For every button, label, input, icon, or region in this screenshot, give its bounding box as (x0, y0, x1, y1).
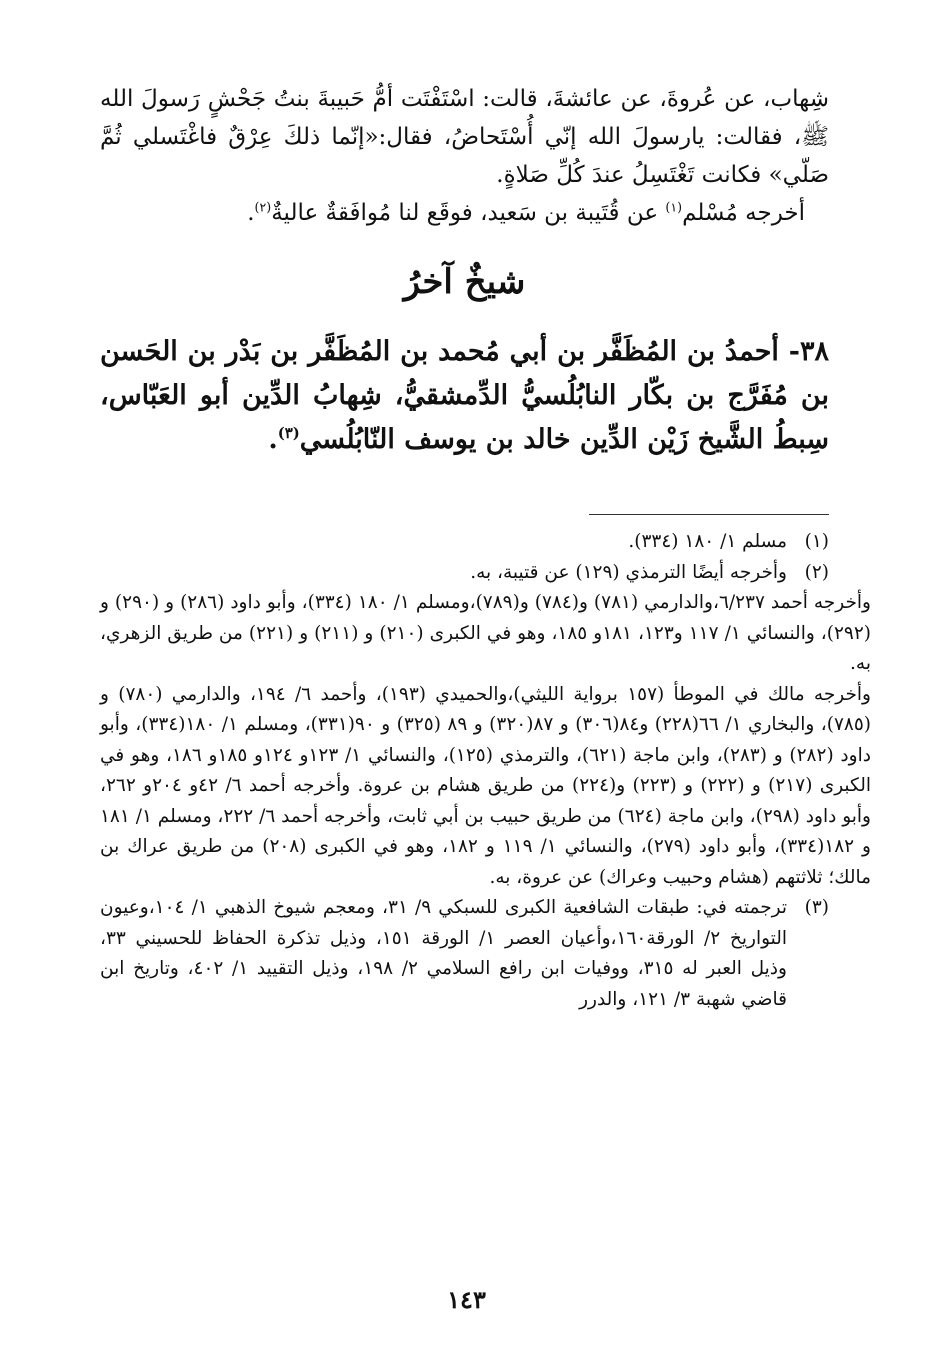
footnote-body (100, 893, 787, 1015)
narration-text: شِهاب، عن عُروةَ، عن عائشةَ، قالت: اسْتَفْتَت أمُّ حَبيبةَ بنتُ جَحْشٍ رَسولَ الله ﷺ، فقالت: يارسولَ الله إنّي أُسْتَحاضُ، فقال:«إنّما ذلكَ عِرْقٌ فاغْتَسلي ثُمَّ صَلّي» فكانت تَغْتَسِلُ عندَ كُلِّ صَلاةٍ. (100, 86, 829, 188)
footnote-ref-2[interactable]: (٢) (254, 199, 272, 215)
footnote-number: (٣) (804, 897, 829, 918)
footnote-number: (١) (804, 531, 829, 552)
footnote-body (100, 558, 787, 589)
takhrij-middle: عن قُتَيبة بن سَعيد، فوقَع لنا مُوافَقةٌ عاليةٌ (271, 200, 666, 226)
footnote-body (100, 527, 787, 558)
takhrij-end: . (247, 200, 255, 226)
footnote-paragraph: وأخرجه مالك في الموطأ (١٥٧ برواية الليثي)،والحميدي (١٩٣)، وأحمد ٦/ ١٩٤، والدارمي (٧٨٠) و (٧٨٥)، والبخاري ١/ ٦٦(٢٢٨) و٨٤(٣٠٦) و ٨٧(٣٢٠) و ٨٩ (٣٢٥) و ٩٠(٣٣١)، ومسلم ١/ ١٨٠(٣٣٤)، وأبو داود (٢٨٢) و (٢٨٣)، وابن ماجة (٦٢١)، والترمذي (١٢٥)، والنسائي ١/ ١٢٣و ١٢٤و ١٨٥و ١٨٦، وهو في الكبرى (٢١٧) و (٢٢٢) و (٢٢٣) و(٢٢٤) من طريق هشام بن عروة. وأخرجه أحمد ٦/ ٤٢و ٢٠٤و ٢٦٢، وأبو داود (٢٩٨)، وابن ماجة (٦٢٤) من طريق حبيب بن أبي ثابت، وأخرجه أحمد ٦/ ٢٢٢، ومسلم ١/ ١٨١ و ١٨٢(٣٣٤)، وأبو داود (٢٧٩)، والنسائي ١/ ١١٩ و ١٨٢، وهو في الكبرى (٢٠٨) من طريق عراك بن مالك؛ ثلاثتهم (هشام وحبيب وعراك) عن عروة، به. (100, 683, 871, 888)
footnotes (100, 527, 871, 1015)
entry-text: ٣٨- أحمدُ بن المُظَفَّر بن أبي مُحمد بن المُظَفَّر بن بَدْر بن الحَسن بن مُفَرَّج بن بكّار النابُلُسيُّ الدِّمشقيُّ، شِهابُ الدِّين أبو العَبّاس، سِبطُ الشَّيخ زَيْن الدِّين خالد بن يوسف النّابُلُسي (100, 336, 829, 455)
footnote-1 (100, 527, 829, 558)
footnote-paragraph: وأخرجه أحمد ٦/٢٣٧،والدارمي (٧٨١) و(٧٨٤) و(٧٨٩)،ومسلم ١/ ١٨٠ (٣٣٤)، وأبو داود (٢٨٦) و (٢٩٠) و (٢٩٢)، والنسائي ١/ ١١٧ و١٢٣، ١٨١و ١٨٥، وهو في الكبرى (٢١٠) و (٢١١) و (٢٢١) من طريق الزهري، به. (100, 592, 871, 674)
footnote-paragraph: وأخرجه أيضًا الترمذي (١٢٩) عن قتيبة، به. (470, 561, 787, 583)
page-content (100, 80, 871, 1308)
footnote-ref-1[interactable]: (١) (665, 199, 683, 215)
entry-end: . (268, 424, 278, 455)
footnote-3 (100, 893, 829, 1015)
footnote-ref-3[interactable]: (٣) (277, 424, 300, 442)
footnote-paragraph: مسلم ١/ ١٨٠ (٣٣٤). (628, 531, 787, 552)
page-number: ١٤٣ (447, 1285, 486, 1314)
section-heading: شيخٌ آخرُ (403, 262, 526, 302)
biography-entry (100, 330, 829, 462)
footnote-paragraph: ترجمته في: طبقات الشافعية الكبرى للسبكي ٩/ ٣١، ومعجم شيوخ الذهبي ١/ ١٠٤،وعيون التواريخ ٢/ الورقة١٦٠،وأعيان العصر ١/ الورقة ١٥١، وذيل تذكرة الحفاظ للحسيني ٣٣، وذيل العبر له ٣١٥، ووفيات ابن رافع السلامي ٢/ ١٩٨، وذيل التقييد ١/ ٤٠٢، وتاريخ ابن قاضي شهبة ٣/ ١٢١، والدرر (100, 897, 788, 1010)
hadith-narration (100, 80, 829, 232)
takhrij-line (100, 194, 829, 232)
footnote-divider (589, 514, 829, 515)
footnote-number: (٢) (804, 561, 829, 583)
footnote-2 (100, 558, 829, 589)
takhrij-start: أخرجه مُسْلم (682, 200, 805, 226)
